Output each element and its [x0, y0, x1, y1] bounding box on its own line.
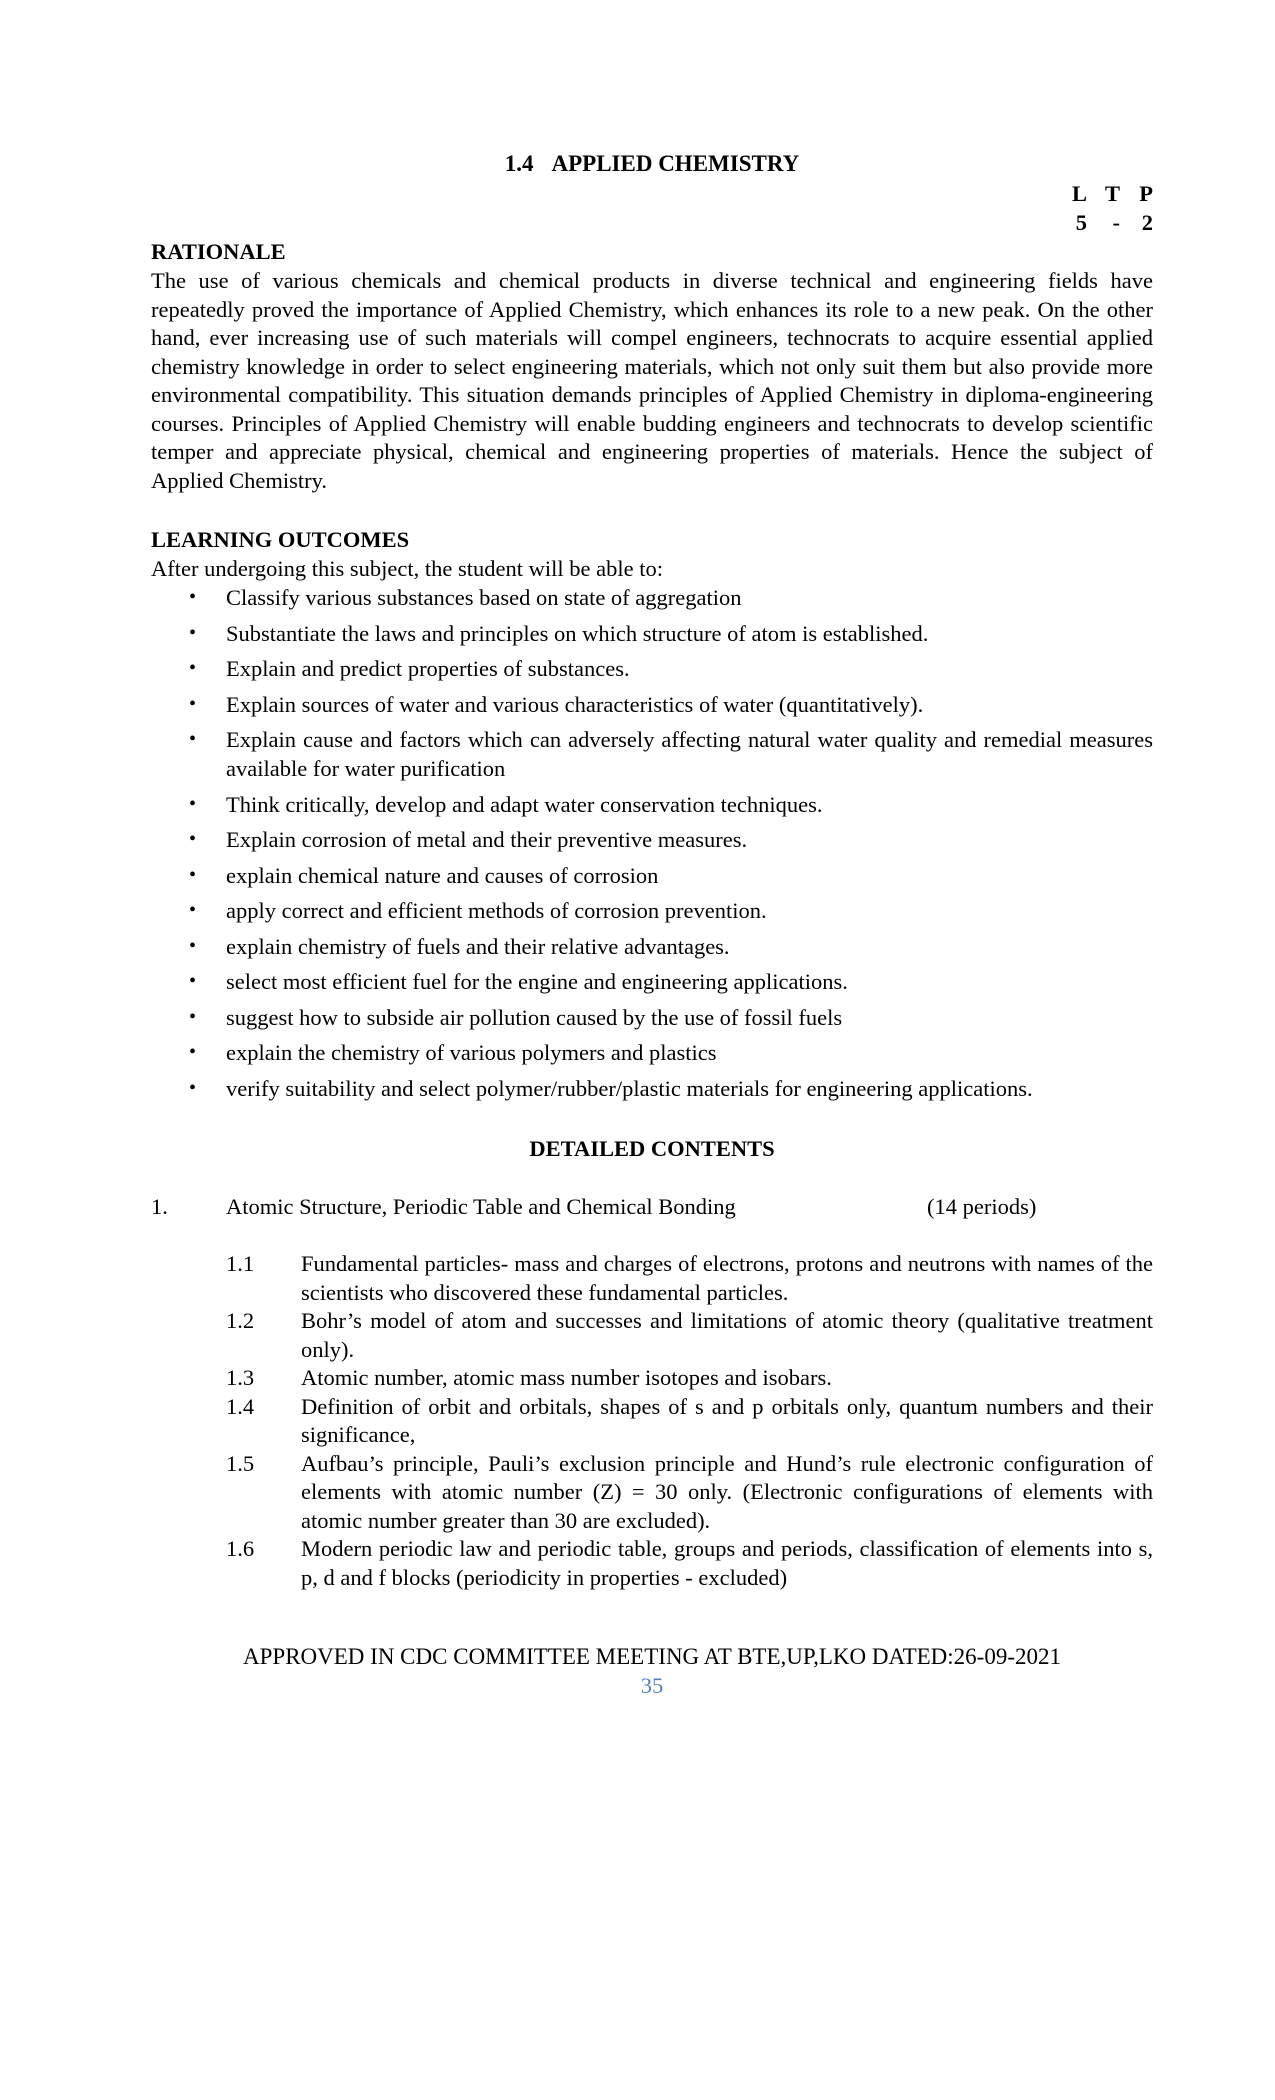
unit-periods: (14 periods)	[927, 1194, 1037, 1219]
topic-text: Bohr’s model of atom and successes and limitations of atomic theory (qualitative treatment only).	[301, 1308, 1153, 1362]
detailed-contents-heading: DETAILED CONTENTS	[529, 1136, 775, 1161]
topic-item	[226, 1450, 1153, 1536]
bullet-icon: •	[189, 828, 197, 850]
topic-number: 1.2	[226, 1308, 255, 1333]
list-item: • explain the chemistry of various polymers and plastics	[189, 1040, 717, 1065]
approval-footer: APPROVED IN CDC COMMITTEE MEETING AT BTE,UP,LKO DATED:26-09-2021	[243, 1644, 1061, 1669]
bullet-icon: •	[189, 1041, 197, 1063]
bullet-icon: •	[189, 657, 197, 679]
topic-item	[226, 1393, 1153, 1450]
topic-item	[226, 1250, 1153, 1307]
bullet-icon: •	[189, 1005, 197, 1028]
topic-text: Definition of orbit and orbitals, shapes of s and p orbitals only, quantum numbers and their significance,	[301, 1393, 1153, 1447]
bullet-icon: •	[189, 792, 197, 815]
list-item: • apply correct and efficient methods of corrosion prevention.	[189, 898, 767, 923]
bullet-icon: •	[189, 728, 197, 750]
topic-item	[226, 1364, 1153, 1393]
subject-name: APPLIED CHEMISTRY	[551, 151, 800, 176]
subject-title	[151, 150, 1153, 179]
topic-number: 1.3	[226, 1365, 255, 1390]
ltp-label-l: L	[1071, 181, 1087, 206]
bullet-icon: •	[189, 692, 197, 715]
ltp-value-l: 5	[1075, 209, 1087, 235]
list-item: • suggest how to subside air pollution caused by the use of fossil fuels	[189, 1004, 843, 1030]
topic-text: Atomic number, atomic mass number isotopes and isobars.	[301, 1365, 832, 1390]
list-item: • Explain cause and factors which can adversely affecting natural water quality and remedial measures available for water purification	[189, 727, 1153, 781]
list-item: • Substantiate the laws and principles on which structure of atom is established.	[189, 620, 929, 646]
ltp-value-t: -	[1112, 209, 1120, 235]
list-item: • Explain corrosion of metal and their preventive measures.	[189, 827, 748, 852]
ltp-value-p: 2	[1141, 209, 1153, 235]
list-item: • Think critically, develop and adapt water conservation techniques.	[189, 791, 823, 817]
list-item: • Explain and predict properties of substances.	[189, 656, 630, 681]
page-number: 35	[640, 1673, 664, 1698]
bullet-icon: •	[189, 1076, 197, 1099]
topic-number: 1.1	[226, 1251, 255, 1276]
list-item: • Classify various substances based on state of aggregation	[189, 585, 742, 610]
list-item: • Explain sources of water and various characteristics of water (quantitatively).	[189, 691, 924, 717]
learning-outcomes-list	[151, 583, 1153, 1109]
bullet-icon: •	[189, 970, 197, 992]
list-item: • explain chemistry of fuels and their relative advantages.	[189, 933, 730, 959]
topic-text: Modern periodic law and periodic table, groups and periods, classification of elements into s, p, d and f blocks (periodicity in properties - excluded)	[301, 1536, 1153, 1590]
list-item: • verify suitability and select polymer/rubber/plastic materials for engineering applications.	[189, 1075, 1033, 1101]
ltp-label-p: P	[1139, 181, 1153, 206]
topic-list	[226, 1250, 1153, 1592]
ltp-values	[1054, 209, 1153, 238]
learning-outcomes-intro: After undergoing this subject, the student will be able to:	[151, 556, 663, 581]
topic-text: Aufbau’s principle, Pauli’s exclusion principle and Hund’s rule electronic configuration of elements with atomic number (Z) = 30 only. (Electronic configurations of elements with atomic number greater than 30 are excluded).	[301, 1450, 1153, 1533]
rationale-text: The use of various chemicals and chemical products in diverse technical and engineering fields have repeatedly proved the importance of Applied Chemistry, which enhances its role to a new peak. On the other hand, ever increasing use of such materials will compel engineers, technocrats to acquire essential applied chemistry knowledge in order to select engineering materials, which not only suit them but also provide more environmental compatibility. This situation demands principles of Applied Chemistry in diploma-engineering courses. Principles of Applied Chemistry will enable budding engineers and technocrats to develop scientific temper and appreciate physical, chemical and engineering properties of materials. Hence the subject of Applied Chemistry.	[151, 268, 1153, 493]
topic-number: 1.6	[226, 1536, 255, 1561]
list-item: • select most efficient fuel for the engine and engineering applications.	[189, 969, 848, 994]
topic-number: 1.5	[226, 1450, 255, 1476]
list-item: • explain chemical nature and causes of corrosion	[189, 862, 659, 888]
topic-item	[226, 1307, 1153, 1364]
unit-number: 1.	[151, 1194, 168, 1219]
rationale-heading: RATIONALE	[151, 239, 286, 264]
ltp-label-t: T	[1104, 181, 1120, 206]
learning-outcomes-heading: LEARNING OUTCOMES	[151, 527, 410, 552]
ltp-block	[1054, 180, 1153, 237]
bullet-icon: •	[189, 899, 197, 921]
unit-title: Atomic Structure, Periodic Table and Chemical Bonding	[226, 1194, 736, 1219]
bullet-icon: •	[189, 586, 197, 608]
bullet-icon: •	[189, 934, 197, 957]
subject-number: 1.4	[504, 151, 534, 176]
topic-number: 1.4	[226, 1393, 255, 1419]
topic-text: Fundamental particles- mass and charges of electrons, protons and neutrons with names of the scientists who discovered these fundamental particles.	[301, 1251, 1153, 1305]
ltp-labels	[1054, 180, 1153, 209]
bullet-icon: •	[189, 863, 197, 886]
bullet-icon: •	[189, 621, 197, 644]
topic-item	[226, 1535, 1153, 1592]
